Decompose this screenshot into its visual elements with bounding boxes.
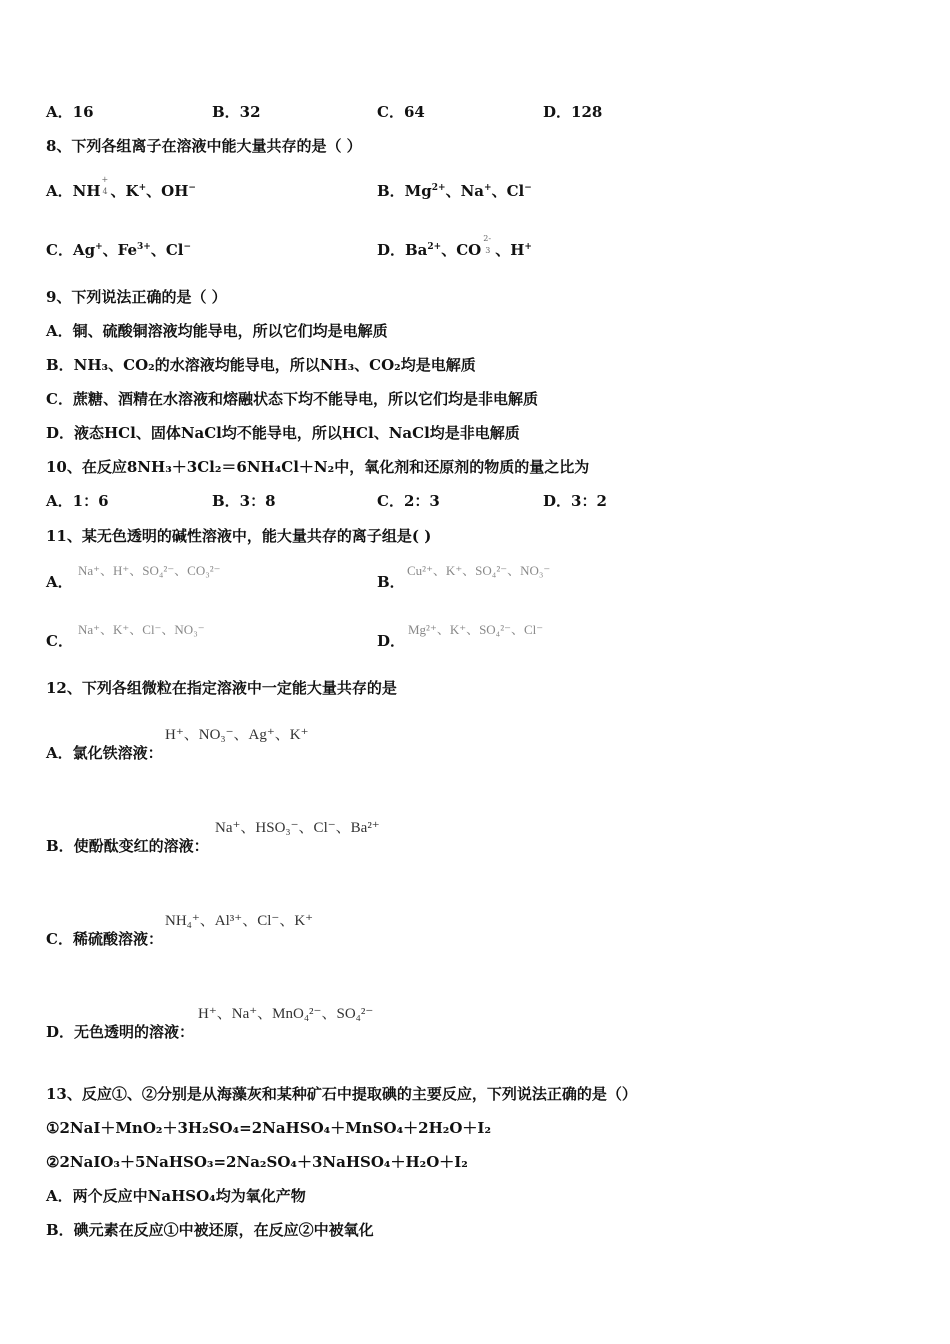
q8-option-a: A．NH + 4 、K+、OH− xyxy=(46,181,196,201)
q11-option-c-label: C． xyxy=(46,632,73,650)
q8-option-d: D．$Ba^{2+}$、CO 2- 3 、H+ xyxy=(377,240,532,260)
q10-option-b: B．3：8 xyxy=(212,492,276,510)
q12-stem: 12、下列各组微粒在指定溶液中一定能大量共存的是 xyxy=(46,679,397,697)
q8-d-rest: 、H xyxy=(495,241,525,259)
q11-option-a-ions: Na⁺、H⁺、SO₄²⁻、CO₃²⁻ xyxy=(78,563,221,578)
q9-option-a: A．铜、硫酸铜溶液均能导电，所以它们均是电解质 xyxy=(46,322,388,340)
q11-option-a-label: A． xyxy=(46,573,73,591)
q13-stem: 13、反应①、②分别是从海藻灰和某种矿石中提取碘的主要反应，下列说法正确的是（） xyxy=(46,1085,637,1103)
q8-a-rest2: 、OH xyxy=(146,182,189,200)
q8-a-sub: 4 xyxy=(102,187,108,196)
q8-a-sup: + xyxy=(101,175,109,184)
q8-b-rest: 、Na xyxy=(445,182,485,200)
q12-option-b-ions: Na⁺、HSO₃⁻、Cl⁻、Ba²⁺ xyxy=(215,820,380,836)
q8-stem: 8、下列各组离子在溶液中能大量共存的是（ ） xyxy=(46,137,362,155)
q12-option-d-label: D．无色透明的溶液： xyxy=(46,1023,195,1041)
q7-option-d: D．128 xyxy=(543,103,603,121)
q13-reaction-1: ①2NaI＋MnO₂＋3H₂SO₄=2NaHSO₄＋MnSO₄＋2H₂O＋I₂ xyxy=(46,1119,492,1137)
q12-option-a-ions: H⁺、NO₃⁻、Ag⁺、K⁺ xyxy=(165,727,309,743)
q13-option-a: A．两个反应中NaHSO₄均为氧化产物 xyxy=(46,1187,306,1205)
q11-option-b-ions: Cu²⁺、K⁺、SO₄²⁻、NO₃⁻ xyxy=(407,563,551,578)
q9-stem: 9、下列说法正确的是（ ） xyxy=(46,288,227,306)
q11-option-c-ions: Na⁺、K⁺、Cl⁻、NO₃⁻ xyxy=(78,622,205,637)
q8-d-sup: 2- xyxy=(483,234,492,243)
q8-b-prefix: B．Mg xyxy=(377,182,432,200)
q13-option-b: B．碘元素在反应①中被还原，在反应②中被氧化 xyxy=(46,1221,374,1239)
q10-option-a: A．1：6 xyxy=(46,492,109,510)
q10-option-c: C．2：3 xyxy=(377,492,440,510)
q8-c-rest: 、Fe xyxy=(102,241,137,259)
q12-option-b-label: B．使酚酞变红的溶液： xyxy=(46,837,209,855)
q11-option-b-label: B． xyxy=(377,573,405,591)
q7-option-b: B．32 xyxy=(212,103,261,121)
q10-option-d: D．3：2 xyxy=(543,492,607,510)
q12-option-c-label: C．稀硫酸溶液： xyxy=(46,930,163,948)
q8-a-rest: 、K xyxy=(110,182,139,200)
q8-b-rest2: 、Cl xyxy=(491,182,525,200)
q8-option-b: B．$Mg^{2+}$、Na+、Cl− xyxy=(377,182,532,200)
q8-d-co: 、CO xyxy=(441,241,482,259)
q8-option-c: C．Ag+、$Fe^{3+}$、Cl− xyxy=(46,241,191,259)
q8-c-rest2: 、Cl xyxy=(150,241,184,259)
q12-option-c-ions: NH₄⁺、Al³⁺、Cl⁻、K⁺ xyxy=(165,913,314,929)
q10-stem: 10、在反应8NH₃＋3Cl₂＝6NH₄Cl＋N₂中，氧化剂和还原剂的物质的量之比为 xyxy=(46,458,590,476)
q9-option-d: D．液态HCl、固体NaCl均不能导电，所以HCl、NaCl均是非电解质 xyxy=(46,424,520,442)
q9-option-c: C．蔗糖、酒精在水溶液和熔融状态下均不能导电，所以它们均是非电解质 xyxy=(46,390,538,408)
q11-stem: 11、某无色透明的碱性溶液中，能大量共存的离子组是( ) xyxy=(46,527,432,545)
q8-d-prefix: D．Ba xyxy=(377,241,428,259)
q7-option-c: C．64 xyxy=(377,103,425,121)
q8-d-sub: 3 xyxy=(485,246,491,255)
q8-c-prefix: C．Ag xyxy=(46,241,96,259)
q8-a-prefix: A．NH xyxy=(46,182,101,200)
q12-option-a-label: A．氯化铁溶液： xyxy=(46,744,163,762)
q9-option-b: B．NH₃、CO₂的水溶液均能导电，所以NH₃、CO₂均是电解质 xyxy=(46,356,476,374)
q11-option-d-label: D． xyxy=(377,632,406,650)
q7-option-a: A．16 xyxy=(46,103,94,121)
q12-option-d-ions: H⁺、Na⁺、MnO₄²⁻、SO₄²⁻ xyxy=(198,1006,374,1022)
q11-option-d-ions: Mg²⁺、K⁺、SO₄²⁻、Cl⁻ xyxy=(408,622,544,637)
q13-reaction-2: ②2NaIO₃＋5NaHSO₃=2Na₂SO₄＋3NaHSO₄＋H₂O＋I₂ xyxy=(46,1153,468,1171)
